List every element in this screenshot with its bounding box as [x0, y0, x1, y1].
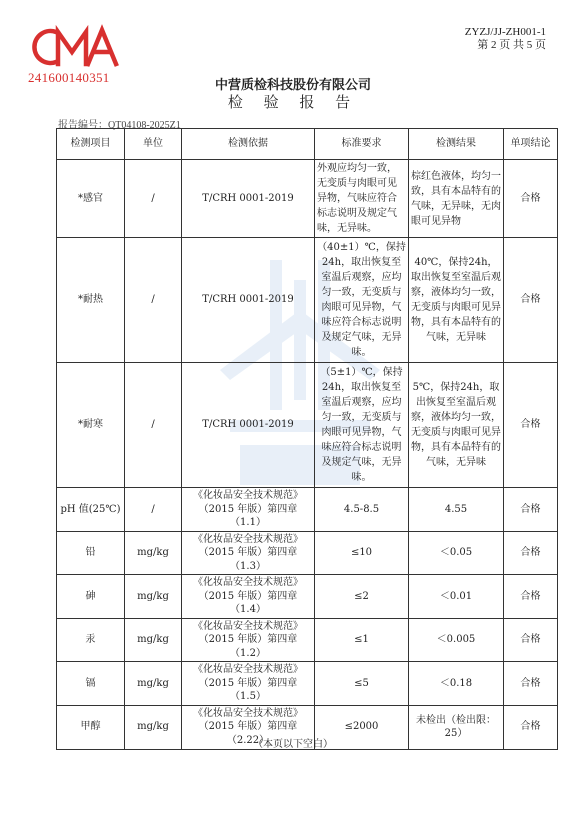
- table-row: [57, 363, 558, 488]
- test-item: pH 值(25℃): [57, 488, 125, 532]
- standard-requirement: （40±1）℃，保持24h，取出恢复至室温后观察，应均匀一致，无变质与肉眼可见异物，气味应符合标志说明及规定气味，无异味。: [315, 238, 409, 363]
- standard-requirement: ≤2: [315, 575, 409, 619]
- cma-logo: [30, 24, 126, 70]
- test-basis: 《化妆品安全技术规范》（2015 年版）第四章（1.4）: [182, 575, 315, 619]
- report-number: 报告编号：QT04108-2025Z1: [58, 120, 181, 131]
- column-header: 单项结论: [504, 129, 558, 160]
- test-item: *耐寒: [57, 363, 125, 488]
- test-item: *感官: [57, 160, 125, 238]
- table-row: [57, 575, 558, 619]
- test-result: 4.55: [409, 488, 504, 532]
- conclusion: 合格: [504, 662, 558, 706]
- cma-certificate-number: 241600140351: [28, 70, 110, 85]
- document-code-block: [465, 26, 546, 52]
- test-item: 甲醇: [57, 705, 125, 749]
- blank-page-note: （本页以下空白）: [253, 739, 333, 750]
- conclusion: 合格: [504, 618, 558, 662]
- document-code: ZYZJ/JJ-ZH001-1: [464, 26, 546, 38]
- table-row: [57, 662, 558, 706]
- test-result: 5℃，保持24h，取出恢复至室温后观察，液体均匀一致，无变质与肉眼可见异物，具有本品特有的气味，无异味: [409, 363, 504, 488]
- standard-requirement: ≤2000: [315, 705, 409, 749]
- unit: mg/kg: [125, 705, 182, 749]
- column-header: 检测项目: [57, 129, 125, 160]
- conclusion: 合格: [504, 160, 558, 238]
- test-basis: T/CRH 0001-2019: [182, 238, 315, 363]
- test-basis: T/CRH 0001-2019: [182, 363, 315, 488]
- test-result: 棕红色液体，均匀一致，具有本品特有的气味，无异味，无肉眼可见异物: [409, 160, 504, 238]
- conclusion: 合格: [504, 705, 558, 749]
- column-header: 标准要求: [315, 129, 409, 160]
- test-basis: 《化妆品安全技术规范》（2015 年版）第四章（1.1）: [182, 488, 315, 532]
- test-result: ＜0.005: [409, 618, 504, 662]
- unit: mg/kg: [125, 575, 182, 619]
- test-item: 汞: [57, 618, 125, 662]
- test-item: 铅: [57, 531, 125, 575]
- table-row: [57, 531, 558, 575]
- unit: mg/kg: [125, 618, 182, 662]
- table-row: [57, 618, 558, 662]
- report-title: 检 验 报 告: [227, 93, 359, 111]
- table-row: [57, 160, 558, 238]
- standard-requirement: ≤1: [315, 618, 409, 662]
- column-header: 单位: [125, 129, 182, 160]
- table-row: [57, 238, 558, 363]
- standard-requirement: 4.5-8.5: [315, 488, 409, 532]
- test-result: 40℃，保持24h，取出恢复至室温后观察，液体均匀一致，无变质与肉眼可见异物，具有本品特有的气味，无异味: [409, 238, 504, 363]
- test-basis: 《化妆品安全技术规范》（2015 年版）第四章（1.2）: [182, 618, 315, 662]
- conclusion: 合格: [504, 575, 558, 619]
- unit: /: [125, 238, 182, 363]
- column-header: 检测结果: [409, 129, 504, 160]
- test-item: 砷: [57, 575, 125, 619]
- conclusion: 合格: [504, 488, 558, 532]
- standard-requirement: （5±1）℃，保持24h，取出恢复至室温后观察，应均匀一致，无变质与肉眼可见异物，气味应符合标志说明及规定气味，无异味。: [315, 363, 409, 488]
- page-info: 第 2 页 共 5 页: [477, 39, 546, 51]
- test-result: ＜0.18: [409, 662, 504, 706]
- unit: mg/kg: [125, 662, 182, 706]
- test-item: 镉: [57, 662, 125, 706]
- table-header-row: [57, 129, 558, 160]
- test-result: 未检出（检出限：25）: [409, 705, 504, 749]
- results-table: [56, 128, 558, 750]
- unit: /: [125, 363, 182, 488]
- unit: /: [125, 488, 182, 532]
- conclusion: 合格: [504, 531, 558, 575]
- unit: mg/kg: [125, 531, 182, 575]
- standard-requirement: ≤5: [315, 662, 409, 706]
- company-name: 中营质检科技股份有限公司: [214, 78, 371, 93]
- test-basis: 《化妆品安全技术规范》（2015 年版）第四章（1.3）: [182, 531, 315, 575]
- standard-requirement: ≤10: [315, 531, 409, 575]
- test-basis: 《化妆品安全技术规范》（2015 年版）第四章（2.22）: [182, 705, 315, 749]
- test-basis: 《化妆品安全技术规范》（2015 年版）第四章（1.5）: [182, 662, 315, 706]
- test-result: ＜0.05: [409, 531, 504, 575]
- test-item: *耐热: [57, 238, 125, 363]
- unit: /: [125, 160, 182, 238]
- conclusion: 合格: [504, 363, 558, 488]
- table-row: [57, 488, 558, 532]
- column-header: 检测依据: [182, 129, 315, 160]
- test-result: ＜0.01: [409, 575, 504, 619]
- standard-requirement: 外观应均匀一致，无变质与肉眼可见异物，气味应符合标志说明及规定气味，无异味。: [315, 160, 409, 238]
- test-basis: T/CRH 0001-2019: [182, 160, 315, 238]
- conclusion: 合格: [504, 238, 558, 363]
